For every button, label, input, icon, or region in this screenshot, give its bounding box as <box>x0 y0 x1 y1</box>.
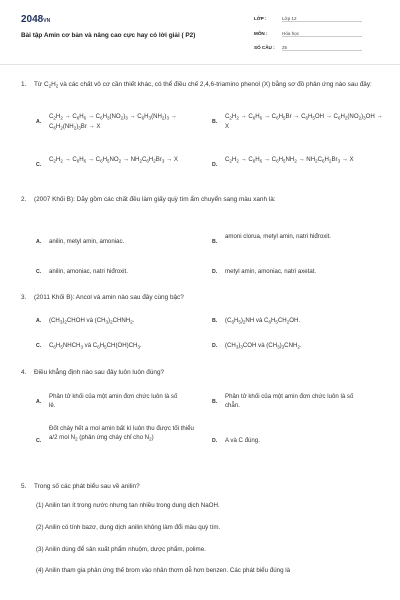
option-text: Đốt cháy hết a mol amin bất kì luôn thu được tối thiểu a/2 mol $N_2$ (phản ứng cháy chỉ cho $N_2$) <box>49 425 194 442</box>
q4-option-b[interactable] <box>212 393 354 409</box>
meta-subject-key: MÔN : <box>254 31 268 36</box>
statement-4: (4) Anilin tham gia phản ứng thế brom vào nhân thơm dễ hơn benzen. Các phát biểu đúng là <box>36 567 291 574</box>
option-label: B. <box>212 119 218 125</box>
q3-option-a[interactable] <box>36 317 135 326</box>
q4-option-c[interactable] <box>36 425 194 446</box>
option-label: A. <box>36 119 42 125</box>
page-title: Bài tập Amin cơ bản và nâng cao cực hay có lời giải ( P2) <box>21 32 196 39</box>
option-label: D. <box>212 269 218 275</box>
q4-option-a[interactable] <box>36 393 178 409</box>
question-number: 4. <box>21 369 27 376</box>
meta-class <box>254 16 362 22</box>
question-5 <box>21 483 140 492</box>
q4-option-d[interactable] <box>212 437 260 446</box>
question-number: 3. <box>21 294 27 301</box>
option-text: Phân tử khối của một amin đơn chức luôn là số chẵn. <box>225 393 354 409</box>
q2-option-b[interactable] <box>212 233 332 247</box>
option-text: $(C_6H_5)_2NH$ và $C_6H_5CH_2OH$. <box>225 317 301 325</box>
logo-text: 2048 <box>21 14 44 25</box>
option-label: D. <box>212 438 218 444</box>
statement-2: (2) Anilin có tính bazơ, dung dịch anilin không làm đổi màu quỳ tím. <box>36 524 221 531</box>
q2-option-c[interactable] <box>36 268 128 277</box>
option-text: $C_2H_2 \to C_6H_6 \to C_6H_5Br \to C_6H_5OH \to C_6H_2(NO_2)_3OH \to X$ <box>225 113 383 131</box>
logo-suffix: VN <box>43 18 51 24</box>
header-divider <box>0 64 400 65</box>
option-label: C. <box>36 438 42 444</box>
q3-option-d[interactable] <box>212 342 302 351</box>
meta-count-key: SỐ CÂU : <box>254 45 275 50</box>
option-label: B. <box>212 318 218 324</box>
question-3 <box>21 294 184 303</box>
option-label: C. <box>36 162 42 168</box>
option-label: D. <box>212 343 218 349</box>
q1-option-c[interactable] <box>36 156 178 170</box>
option-label: C. <box>36 269 42 275</box>
option-text: A và C đúng. <box>225 437 260 444</box>
question-2 <box>21 196 276 205</box>
option-text: $C_2H_2 \to C_6H_6 \to C_6H_5NH_2 \to NH_2C_6H_2Br_3 \to X$ <box>225 156 354 164</box>
meta-subject <box>254 31 362 37</box>
q1-option-b[interactable] <box>212 113 383 131</box>
option-text: Phân tử khối của một amin đơn chức luôn là số lẻ. <box>49 393 178 409</box>
question-stem: (2007 Khối B): Dãy gồm các chất đều làm giấy quỳ tím ẩm chuyển sang màu xanh là: <box>34 196 276 203</box>
question-number: 5. <box>21 483 27 490</box>
question-stem: Từ $C_2H_2$ và các chất vô cơ cần thiết khác, có thể điều chế 2,4,6-triamino phenol (X) bằng sơ đồ phản ứng nào sau đây: <box>34 81 372 89</box>
meta-class-value: Lớp 12 <box>282 16 362 22</box>
option-text: $C_2H_2 \to C_6H_6 \to C_6H_5NO_2 \to NH_2C_6H_2Br_3 \to X$ <box>49 156 178 164</box>
question-number: 1. <box>21 81 27 88</box>
option-text: anilin, amoniac, natri hiđroxit. <box>49 268 128 275</box>
meta-count <box>254 45 362 51</box>
q3-option-c[interactable] <box>36 342 142 351</box>
question-stem: (2011 Khối B): Ancol và amin nào sau đây cùng bậc? <box>34 294 184 301</box>
option-text: $C_2H_2 \to C_6H_6 \to C_6H_3(NO_2)_3 \to C_6H_3(NH_2)_3 \to C_6H_2(NH_2)_3Br \to X$ <box>49 113 177 131</box>
statement-1: (1) Anilin tan ít trong nước nhưng tan nhiều trong dung dịch NaOH. <box>36 502 220 509</box>
q1-option-d[interactable] <box>212 156 354 170</box>
site-logo[interactable] <box>21 14 50 25</box>
option-text: metyl amin, amoniac, natri axetat. <box>225 268 317 275</box>
q2-option-a[interactable] <box>36 238 125 247</box>
statement-3: (3) Anilin dùng để sản xuất phẩm nhuộm, dược phẩm, polime. <box>36 546 206 553</box>
question-stem: Điều khẳng định nào sau đây luôn luôn đúng? <box>34 369 165 376</box>
option-text: $C_6H_5NHCH_3$ và $C_6H_5CH(OH)CH_3$. <box>49 342 142 350</box>
question-4 <box>21 369 165 378</box>
option-label: A. <box>36 239 42 245</box>
option-text: anilin, metyl amin, amoniac. <box>49 238 125 245</box>
question-1 <box>21 81 372 90</box>
meta-class-key: LỚP : <box>254 16 267 21</box>
option-label: D. <box>212 162 218 168</box>
option-text: $(CH_3)_2CHOH$ và $(CH_3)_2CHNH_2$. <box>49 317 135 325</box>
option-label: B. <box>212 399 218 405</box>
q3-option-b[interactable] <box>212 317 301 326</box>
option-label: C. <box>36 343 42 349</box>
option-label: B. <box>212 239 218 245</box>
question-number: 2. <box>21 196 27 203</box>
header <box>0 0 400 58</box>
q2-option-d[interactable] <box>212 268 317 277</box>
meta-count-value: 25 <box>282 45 362 51</box>
option-label: A. <box>36 318 42 324</box>
q1-option-a[interactable] <box>36 113 177 131</box>
question-stem: Trong số các phát biểu sau về anilin? <box>34 483 140 490</box>
option-label: A. <box>36 399 42 405</box>
option-text: amoni clorua, metyl amin, natri hiđroxit. <box>225 233 332 240</box>
meta-subject-value: Hóa học <box>282 31 362 37</box>
option-text: $(CH_3)_3COH$ và $(CH_3)_3CNH_2$. <box>225 342 302 350</box>
